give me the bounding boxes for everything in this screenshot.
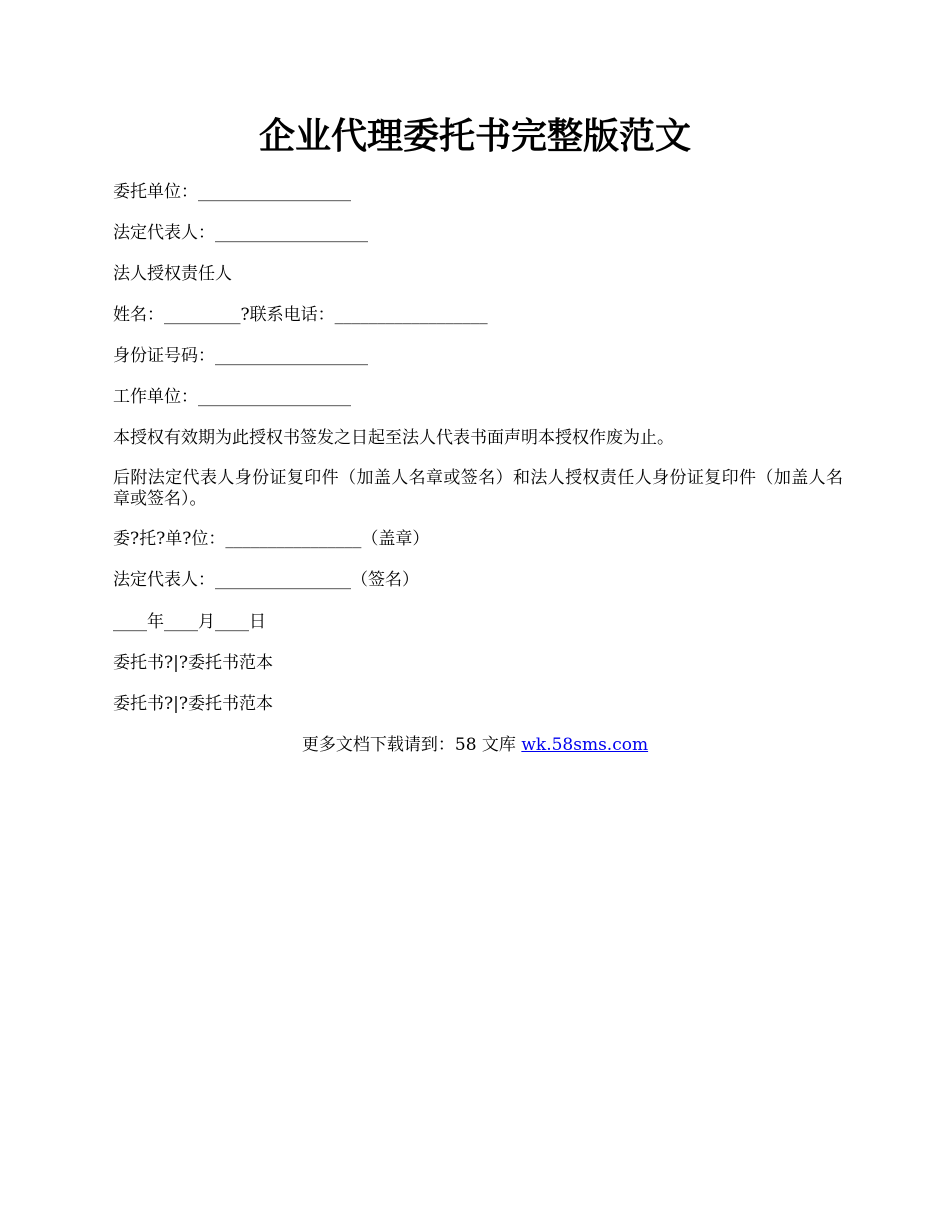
footer-link[interactable]: wk.58sms.com: [521, 735, 649, 755]
category-tag-line: 委托书?|?委托书范本: [113, 694, 273, 714]
signature-representative-line: 法定代表人：________________（签名）: [113, 570, 419, 590]
footer: [0, 734, 950, 756]
attachment-paragraph: 后附法定代表人身份证复印件（加盖人名章或签名）和法人授权责任人身份证复印件（加盖人名章或签名）。: [113, 468, 843, 509]
legal-representative-line: 法定代表人：__________________: [113, 223, 368, 243]
footer-text: 更多文档下载请到：58 文库: [301, 735, 522, 755]
validity-statement: 本授权有效期为此授权书签发之日起至法人代表书面声明本授权作废为止。: [113, 428, 674, 448]
name-phone-line: 姓名：_________?联系电话：__________________: [113, 305, 488, 325]
category-tag-line: 委托书?|?委托书范本: [113, 653, 273, 673]
document-title: 企业代理委托书完整版范文: [258, 115, 691, 157]
date-line: ____年____月____日: [113, 612, 266, 632]
signature-unit-line: 委?托?单?位：________________（盖章）: [113, 529, 430, 549]
authorized-person-heading: 法人授权责任人: [113, 264, 232, 284]
work-unit-line: 工作单位：__________________: [113, 387, 351, 407]
entrusting-unit-line: 委托单位：__________________: [113, 182, 351, 202]
id-number-line: 身份证号码：__________________: [113, 346, 368, 366]
